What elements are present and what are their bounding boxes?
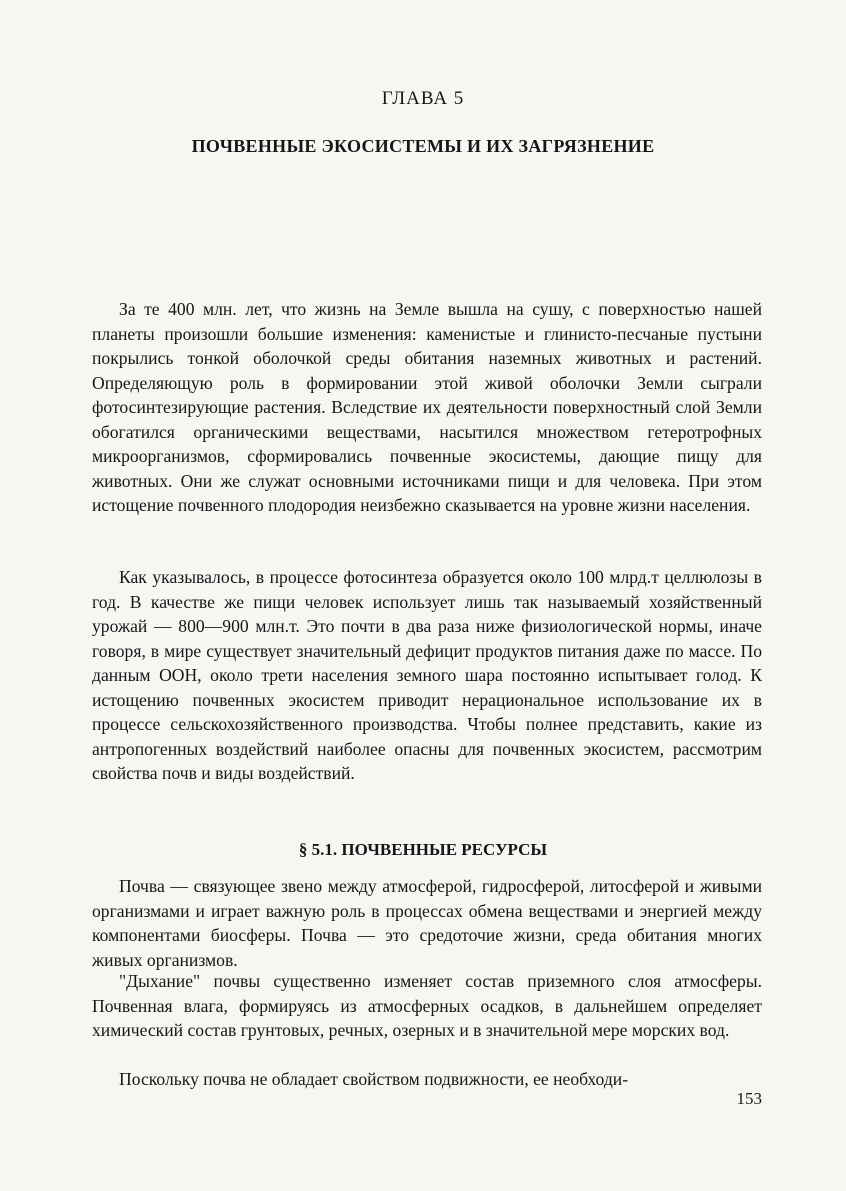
paragraph: Почва — связующее звено между атмосферой, гидросферой, литосферой и живыми организмами и играет важную роль в процессах обмена веществами и энергией между компонентами биосферы. Почва — это средоточие жизни, среда обитания многих живых организмов. (92, 876, 762, 970)
section-heading: § 5.1. ПОЧВЕННЫЕ РЕСУРСЫ (298, 840, 548, 859)
section-block-3 (92, 1067, 762, 1092)
chapter-label: ГЛАВА 5 (381, 88, 465, 109)
chapter-title: ПОЧВЕННЫЕ ЭКОСИСТЕМЫ И ИХ ЗАГРЯЗНЕНИЕ (191, 136, 655, 156)
paragraph: "Дыхание" почвы существенно изменяет состав приземного слоя атмосферы. Почвенная влага, формируясь из атмосферных осадков, в дальнейшем определяет химический состав грунтовых, речных, озерных и в значительной мере морских вод. (92, 971, 762, 1040)
intro-block-1 (92, 297, 762, 518)
paragraph: Поскольку почва не обладает свойством подвижности, ее необходи- (119, 1069, 629, 1089)
page-number: 153 (736, 1089, 762, 1108)
paragraph: Как указывалось, в процессе фотосинтеза образуется около 100 млрд.т целлюлозы в год. В качестве же пищи человек использует лишь так называемый хозяйственный урожай — 800—900 млн.т. Это почти в два раза ниже физиологической нормы, иначе говоря, в мире существует значительный дефицит продуктов питания даже по массе. По данным ООН, около трети населения земного шара постоянно испытывает голод. К истощению почвенных экосистем приводит нерациональное использование их в процессе сельскохозяйственного производства. Чтобы полнее представить, какие из антропогенных воздействий наиболее опасны для почвенных экосистем, рассмотрим свойства почв и виды воздействий. (92, 567, 762, 783)
section-block-1 (92, 874, 762, 972)
intro-block-2 (92, 565, 762, 786)
paragraph: За те 400 млн. лет, что жизнь на Земле вышла на сушу, с поверхностью нашей планеты произошли большие изменения: каменистые и глинисто-песчаные пустыни покрылись тонкой оболочкой среды обитания наземных животных и растений. Определяющую роль в формировании этой живой оболочки Земли сыграли фотосинтезирующие растения. Вследствие их деятельности поверхностный слой Земли обогатился органическими веществами, насытился множеством гетеротрофных микроорганизмов, сформировались почвенные экосистемы, дающие пищу для животных. Они же служат основными источниками пищи и для человека. При этом истощение почвенного плодородия неизбежно сказывается на уровне жизни населения. (92, 299, 762, 515)
section-block-2 (92, 969, 762, 1043)
